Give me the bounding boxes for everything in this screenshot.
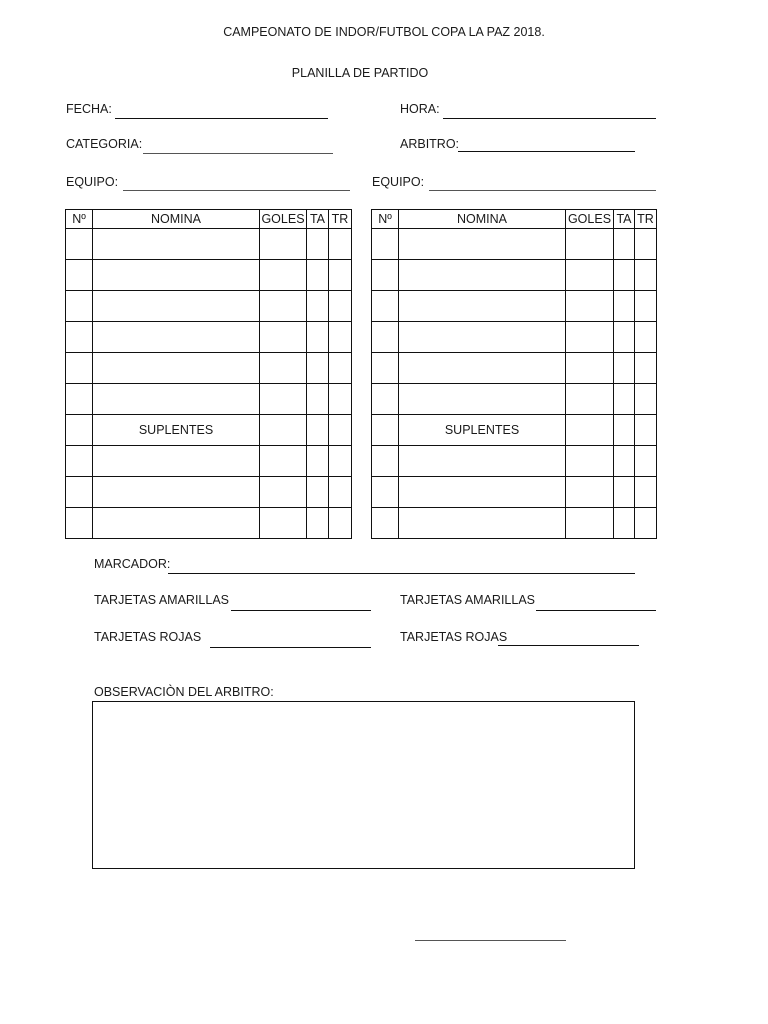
observacion-box[interactable] (92, 701, 635, 869)
col-goles: GOLES (566, 210, 614, 229)
table-row[interactable] (372, 322, 657, 353)
table-row[interactable] (372, 384, 657, 415)
col-number: Nº (66, 210, 93, 229)
suplentes-label: SUPLENTES (399, 415, 566, 446)
signature-line[interactable] (415, 940, 566, 941)
table-row[interactable] (66, 384, 352, 415)
tarjetas-amarillas-left-label: TARJETAS AMARILLAS (94, 593, 229, 607)
tarjetas-amarillas-right-label: TARJETAS AMARILLAS (400, 593, 535, 607)
table-row[interactable] (372, 446, 657, 477)
equipo-left-field[interactable] (123, 190, 350, 191)
col-ta: TA (614, 210, 635, 229)
table-row[interactable] (372, 229, 657, 260)
col-goles: GOLES (260, 210, 307, 229)
observacion-label: OBSERVACIÒN DEL ARBITRO: (94, 685, 274, 699)
fecha-label: FECHA: (66, 102, 112, 116)
arbitro-field[interactable] (458, 151, 635, 152)
fecha-field[interactable] (115, 118, 328, 119)
table-row[interactable] (66, 446, 352, 477)
suplentes-label: SUPLENTES (93, 415, 260, 446)
equipo-left-label: EQUIPO: (66, 175, 119, 189)
tarjetas-rojas-right-label: TARJETAS ROJAS (400, 630, 508, 644)
table-row[interactable] (66, 322, 352, 353)
document-subtitle: PLANILLA DE PARTIDO (291, 66, 429, 80)
col-nomina: NOMINA (93, 210, 260, 229)
roster-header-row (66, 210, 352, 229)
equipo-right-field[interactable] (429, 190, 656, 191)
tarjetas-amarillas-right-field[interactable] (536, 610, 656, 611)
tarjetas-rojas-left-label: TARJETAS ROJAS (94, 630, 202, 644)
col-tr: TR (329, 210, 352, 229)
roster-table-left (65, 209, 352, 539)
tarjetas-amarillas-left-field[interactable] (231, 610, 371, 611)
tarjetas-rojas-left-field[interactable] (210, 647, 371, 648)
equipo-right-label: EQUIPO: (372, 175, 425, 189)
roster-header-row (372, 210, 657, 229)
suplentes-row (372, 415, 657, 446)
marcador-field[interactable] (168, 573, 635, 574)
table-row[interactable] (372, 291, 657, 322)
col-ta: TA (307, 210, 329, 229)
table-row[interactable] (66, 353, 352, 384)
marcador-label: MARCADOR: (94, 557, 171, 571)
table-row[interactable] (372, 353, 657, 384)
categoria-field[interactable] (143, 153, 333, 154)
tarjetas-rojas-right-field[interactable] (498, 645, 639, 646)
categoria-label: CATEGORIA: (66, 137, 143, 151)
table-row[interactable] (66, 229, 352, 260)
table-row[interactable] (372, 260, 657, 291)
table-row[interactable] (66, 477, 352, 508)
suplentes-row (66, 415, 352, 446)
hora-label: HORA: (400, 102, 440, 116)
col-number: Nº (372, 210, 399, 229)
table-row[interactable] (66, 508, 352, 539)
roster-table-right (371, 209, 657, 539)
arbitro-label: ARBITRO: (400, 137, 460, 151)
table-row[interactable] (372, 477, 657, 508)
document-title: CAMPEONATO DE INDOR/FUTBOL COPA LA PAZ 2018. (223, 25, 545, 39)
col-nomina: NOMINA (399, 210, 566, 229)
table-row[interactable] (66, 260, 352, 291)
col-tr: TR (635, 210, 657, 229)
hora-field[interactable] (443, 118, 656, 119)
table-row[interactable] (66, 291, 352, 322)
table-row[interactable] (372, 508, 657, 539)
